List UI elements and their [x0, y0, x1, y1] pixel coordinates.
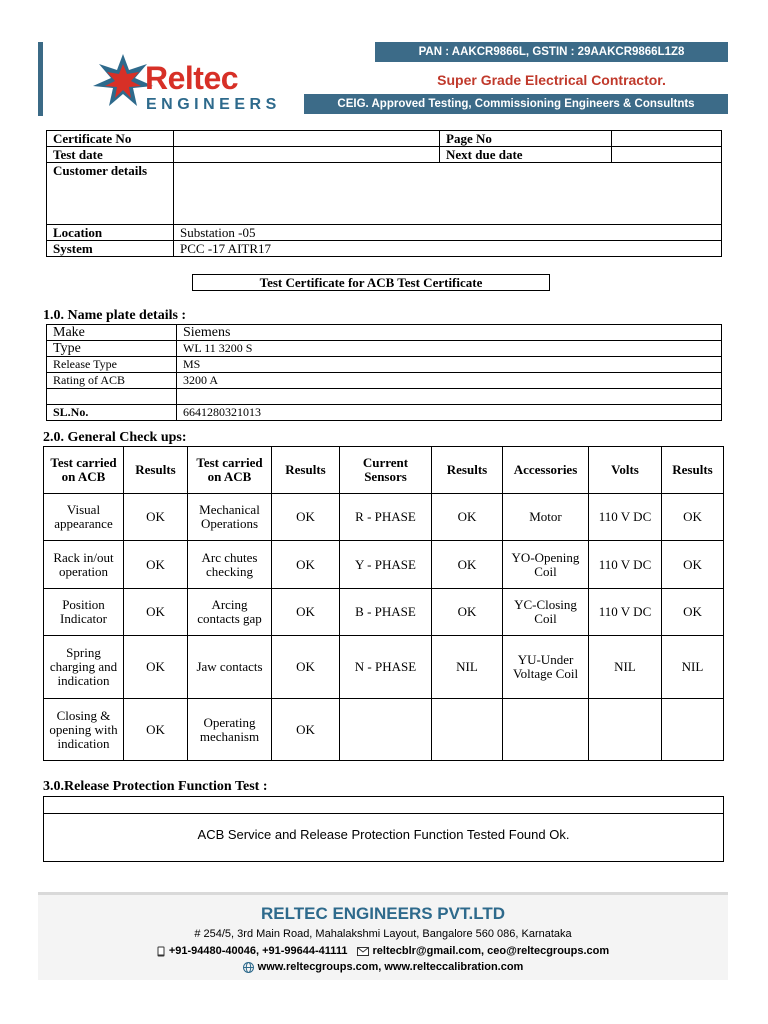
brand-name: Reltec [145, 60, 239, 96]
table-cell: Rack in/out operation [44, 541, 124, 589]
table-cell: Spring charging and indication [44, 636, 124, 699]
table-cell: Mechanical Operations [188, 494, 272, 541]
column-header: Accessories [503, 447, 589, 494]
table-cell: OK [124, 699, 188, 761]
column-header: Results [662, 447, 724, 494]
table-cell: OK [662, 494, 724, 541]
table-cell: Position Indicator [44, 589, 124, 636]
footer-emails: reltecblr@gmail.com, ceo@reltecgroups.com [372, 945, 610, 957]
nameplate-heading: 1.0. Name plate details : [43, 308, 187, 323]
table-row [44, 636, 724, 699]
table-cell: 110 V DC [589, 589, 662, 636]
next-due-value [612, 147, 722, 163]
table-cell: OK [432, 541, 503, 589]
nameplate-label [47, 389, 177, 405]
certificate-no-label: Certificate No [47, 131, 174, 147]
nameplate-label: Release Type [47, 357, 177, 373]
table-cell [340, 699, 432, 761]
certificate-title: Test Certificate for ACB Test Certificate [192, 274, 550, 291]
table-cell: NIL [662, 636, 724, 699]
table-cell: Operating mechanism [188, 699, 272, 761]
table-cell [503, 699, 589, 761]
table-cell: OK [124, 541, 188, 589]
table-cell: R - PHASE [340, 494, 432, 541]
phone-icon [157, 946, 165, 957]
nameplate-value: MS [177, 357, 722, 373]
system-label: System [47, 241, 174, 257]
letterhead-accent-bar [38, 42, 43, 116]
table-row [44, 699, 724, 761]
brand-subtitle: ENGINEERS [146, 96, 281, 113]
footer-company-name: RELTEC ENGINEERS PVT.LTD [260, 904, 505, 923]
column-header: Current Sensors [340, 447, 432, 494]
nameplate-table [46, 324, 722, 421]
footer-websites: www.reltecgroups.com, www.relteccalibration.com [257, 961, 524, 973]
table-cell: NIL [589, 636, 662, 699]
table-row [44, 541, 724, 589]
nameplate-label: Type [47, 341, 177, 357]
table-cell: 110 V DC [589, 541, 662, 589]
table-row [44, 589, 724, 636]
ceig-strip: CEIG. Approved Testing, Commissioning Engineers & Consultnts [304, 94, 728, 114]
divider [44, 813, 723, 814]
release-protection-result: ACB Service and Release Protection Function Tested Found Ok. [197, 827, 570, 842]
table-cell: 110 V DC [589, 494, 662, 541]
location-value: Substation -05 [174, 225, 722, 241]
table-cell: NIL [432, 636, 503, 699]
table-cell: OK [124, 589, 188, 636]
test-date-value [174, 147, 440, 163]
table-cell: OK [124, 636, 188, 699]
table-cell: OK [432, 494, 503, 541]
table-cell: Motor [503, 494, 589, 541]
next-due-label: Next due date [440, 147, 612, 163]
tagline: Super Grade Electrical Contractor. [437, 72, 666, 88]
system-value: PCC -17 AITR17 [174, 241, 722, 257]
nameplate-label: Rating of ACB [47, 373, 177, 389]
column-header: Test carried on ACB [44, 447, 124, 494]
table-cell: Arc chutes checking [188, 541, 272, 589]
table-row [44, 494, 724, 541]
nameplate-value: 3200 A [177, 373, 722, 389]
column-header: Test carried on ACB [188, 447, 272, 494]
release-protection-heading: 3.0.Release Protection Function Test : [43, 779, 268, 794]
table-cell: YU-Under Voltage Coil [503, 636, 589, 699]
table-cell: OK [124, 494, 188, 541]
certificate-no-value [174, 131, 440, 147]
nameplate-value: 6641280321013 [177, 405, 722, 421]
table-cell [432, 699, 503, 761]
release-protection-box [43, 796, 724, 862]
nameplate-value: WL 11 3200 S [177, 341, 722, 357]
table-cell [589, 699, 662, 761]
column-header: Results [124, 447, 188, 494]
table-cell: YC-Closing Coil [503, 589, 589, 636]
table-cell: Y - PHASE [340, 541, 432, 589]
table-cell: OK [272, 541, 340, 589]
table-cell: OK [272, 636, 340, 699]
table-cell: OK [272, 494, 340, 541]
location-label: Location [47, 225, 174, 241]
column-header: Results [432, 447, 503, 494]
customer-details-value [174, 163, 722, 225]
table-cell [662, 699, 724, 761]
footer-web-line [38, 961, 728, 973]
table-cell: Closing & opening with indication [44, 699, 124, 761]
column-header: Volts [589, 447, 662, 494]
page-no-label: Page No [440, 131, 612, 147]
nameplate-label: Make [47, 325, 177, 341]
table-cell: OK [662, 541, 724, 589]
table-cell: OK [272, 699, 340, 761]
table-cell: N - PHASE [340, 636, 432, 699]
email-icon [357, 947, 369, 956]
letterhead-footer [38, 892, 728, 980]
table-cell: Arcing contacts gap [188, 589, 272, 636]
table-cell: Visual appearance [44, 494, 124, 541]
reltec-star-logo-icon [93, 54, 153, 106]
column-header: Results [272, 447, 340, 494]
table-cell: Jaw contacts [188, 636, 272, 699]
general-checkups-heading: 2.0. General Check ups: [43, 430, 187, 445]
globe-icon [243, 962, 254, 973]
page-no-value [612, 131, 722, 147]
certificate-info-table [46, 130, 722, 257]
pan-gstin-strip: PAN : AAKCR9866L, GSTIN : 29AAKCR9866L1Z8 [375, 42, 728, 62]
footer-address: # 254/5, 3rd Main Road, Mahalakshmi Layout, Bangalore 560 086, Karnataka [194, 928, 572, 940]
general-checkups-table [43, 446, 724, 761]
test-date-label: Test date [47, 147, 174, 163]
nameplate-label: SL.No. [47, 405, 177, 421]
table-cell: OK [662, 589, 724, 636]
footer-contact-line [38, 945, 728, 957]
table-cell: OK [432, 589, 503, 636]
table-cell: B - PHASE [340, 589, 432, 636]
nameplate-value [177, 389, 722, 405]
nameplate-value: Siemens [177, 325, 722, 341]
table-cell: YO-Opening Coil [503, 541, 589, 589]
table-cell: OK [272, 589, 340, 636]
footer-phones: +91-94480-40046, +91-99644-41111 [168, 945, 348, 957]
letterhead [38, 42, 728, 116]
customer-details-label: Customer details [47, 163, 174, 225]
